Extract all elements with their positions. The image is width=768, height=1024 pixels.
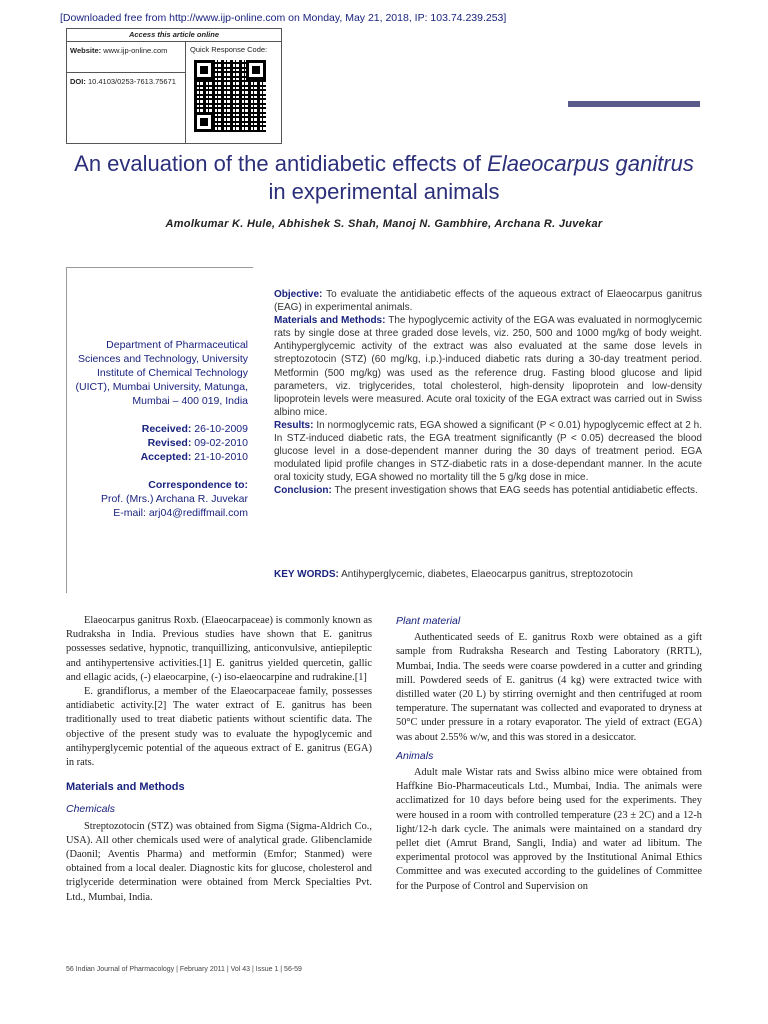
chemicals-paragraph: Streptozotocin (STZ) was obtained from Sigma (Sigma-Aldrich Co., USA). All other chemicals used were of analytical grade. Glibenclamide (Daonil; Aventis Pharma) and metformin (Emfor; Stanmed) were obtained from a local dealer. Diagnostic kits for glucose, cholesterol and triglyceride determination were obtained from Merck Specialties Pvt. Ltd., Mumbai, India. [66, 820, 372, 903]
correspondence: Correspondence to: Prof. (Mrs.) Archana R. Juvekar E-mail: arj04@rediffmail.com [70, 478, 248, 520]
qr-label: Quick Response Code: [190, 45, 268, 54]
info-sidebar [70, 338, 248, 520]
abstract: Objective: To evaluate the antidiabetic effects of the aqueous extract of Elaeocarpus ganitrus (EAG) in experimental animals. Materials and Methods: The hypoglycemic activity of the EGA was evaluated in normoglycemic rats by single dose at three graded dose levels, viz. 250, 500 and 1000 mg/kg of body weight. Antihyperglycemic activity of the extract was also evaluated at the same dose levels in streptozotocin (STZ) (60 mg/kg, i.p.)-induced diabetic rats during a 30-day treatment period. Metformin (500 mg/kg) was used as the reference drug. Fasting blood glucose and lipid parameters, viz. triglycerides, total cholesterol, high-density lipoprotein and low-density lipoprotein levels were measured. Acute oral toxicity of the EGA extract was carried out in Swiss albino mice. Results: In normoglycemic rats, EGA showed a significant (P < 0.01) hypoglycemic effect at 2 h. In STZ-induced diabetic rats, the EGA treatment significantly (P < 0.05) decreased the blood glucose level in a dose-dependent manner during the 30 days of treatment period. EGA modulated lipid profile changes in STZ-diabetic rats in a dose-dependant manner. In the acute oral toxicity study, EGA showed no mortality till the 5 g/kg dose in mice. Conclusion: The present investigation shows that EAG seeds has potential antidiabetic effects. [274, 289, 703, 497]
body-right-column [396, 614, 702, 894]
body-left-column [66, 614, 372, 905]
access-box-header: Access this article online [67, 29, 281, 42]
access-article-box [66, 28, 282, 144]
animals-paragraph: Adult male Wistar rats and Swiss albino mice were obtained from Haffkine Bio-Pharmaceuticals Ltd., Mumbai, India. The animals were acclimatized for 10 days before being used for the experiments. They were housed in a room with controlled temperature (23 ± 2C) and a 12-h light/12-h dark cycle. The animals were maintained on a standard dry pellet diet (Amrut Brand, Sangli, India) and water ad libitum. The experimental protocol was approved by the Institutional Animal Ethics Committee and was executed according to the guidelines of Committee for the Purpose of Control and Supervision on [396, 767, 702, 892]
keywords: KEY WORDS: Antihyperglycemic, diabetes, Elaeocarpus ganitrus, streptozotocin [274, 569, 633, 580]
website-label: Website: [70, 46, 102, 55]
doi-value[interactable]: 10.4103/0253-7613.75671 [87, 77, 176, 86]
doi-label: DOI: [70, 77, 86, 86]
intro-paragraph-1: Elaeocarpus ganitrus Roxb. (Elaeocarpaceae) is commonly known as Rudraksha in India. Previous studies have shown that E. ganitrus possesses sedative, hypnotic, tranquillizing, anticonvulsive, antiepileptic and antihypertensive activities.[1] E. ganitrus yielded quercetin, gallic and ellagic acids, (-) elaeocarpine, (-) iso-elaeocarpine and rudrakine.[1] [66, 615, 372, 683]
website-link[interactable]: www.ijp-online.com [103, 46, 168, 55]
qr-code-icon [194, 60, 266, 132]
header-accent-bar [568, 101, 700, 107]
download-notice: [Downloaded free from http://www.ijp-online.com on Monday, May 21, 2018, IP: 103.74.239.253] [60, 12, 507, 24]
affiliation: Department of Pharmaceutical Sciences and Technology, University Institute of Chemical Technology (UICT), Mumbai University, Matunga, Mumbai – 400 019, India [75, 339, 248, 407]
plant-material-paragraph: Authenticated seeds of E. ganitrus Roxb were obtained as a gift sample from Rudraksha Research and Testing Laboratory (RRTL), Mumbai, India. The seeds were coarse powdered in a cutter and grinding mill. Powdered seeds of E. ganitrus (4 kg) were extracted twice with distilled water (20 L) by stirring overnight and then centrifuged at room temperature. The supernatant was collected and evaporated to dryness at 50°C under pressure in a rotary evaporator. The yield of extract (EGA) was about 2.55% w/w, and this was stored in a desiccator. [396, 632, 702, 743]
article-dates: Received: 26-10-2009 Revised: 09-02-2010 Accepted: 21-10-2010 [140, 423, 248, 463]
author-list: Amolkumar K. Hule, Abhishek S. Shah, Manoj N. Gambhire, Archana R. Juvekar [165, 218, 603, 230]
page-footer: 56 Indian Journal of Pharmacology | February 2011 | Vol 43 | Issue 1 | 56-59 [66, 966, 302, 973]
subheading-chemicals: Chemicals [66, 803, 116, 816]
subheading-animals: Animals [396, 749, 434, 762]
subheading-plant-material: Plant material [396, 615, 461, 627]
intro-paragraph-2: E. grandiflorus, a member of the Elaeocarpaceae family, possesses antidiabetic activity.[2] The water extract of E. ganitrus has been traditionally used to treat diabetic patients without scientific data. The objective of the present study was to evaluate the hypoglycemic and antihyperglycemic potential of the aqueous extract of E. ganitrus (EGA) in rats. [66, 686, 372, 769]
correspondence-email[interactable]: E-mail: arj04@rediffmail.com [113, 507, 248, 519]
paper-title: An evaluation of the antidiabetic effects of Elaeocarpus ganitrus in experimental animals [74, 151, 694, 204]
section-heading-methods: Materials and Methods [66, 781, 185, 794]
